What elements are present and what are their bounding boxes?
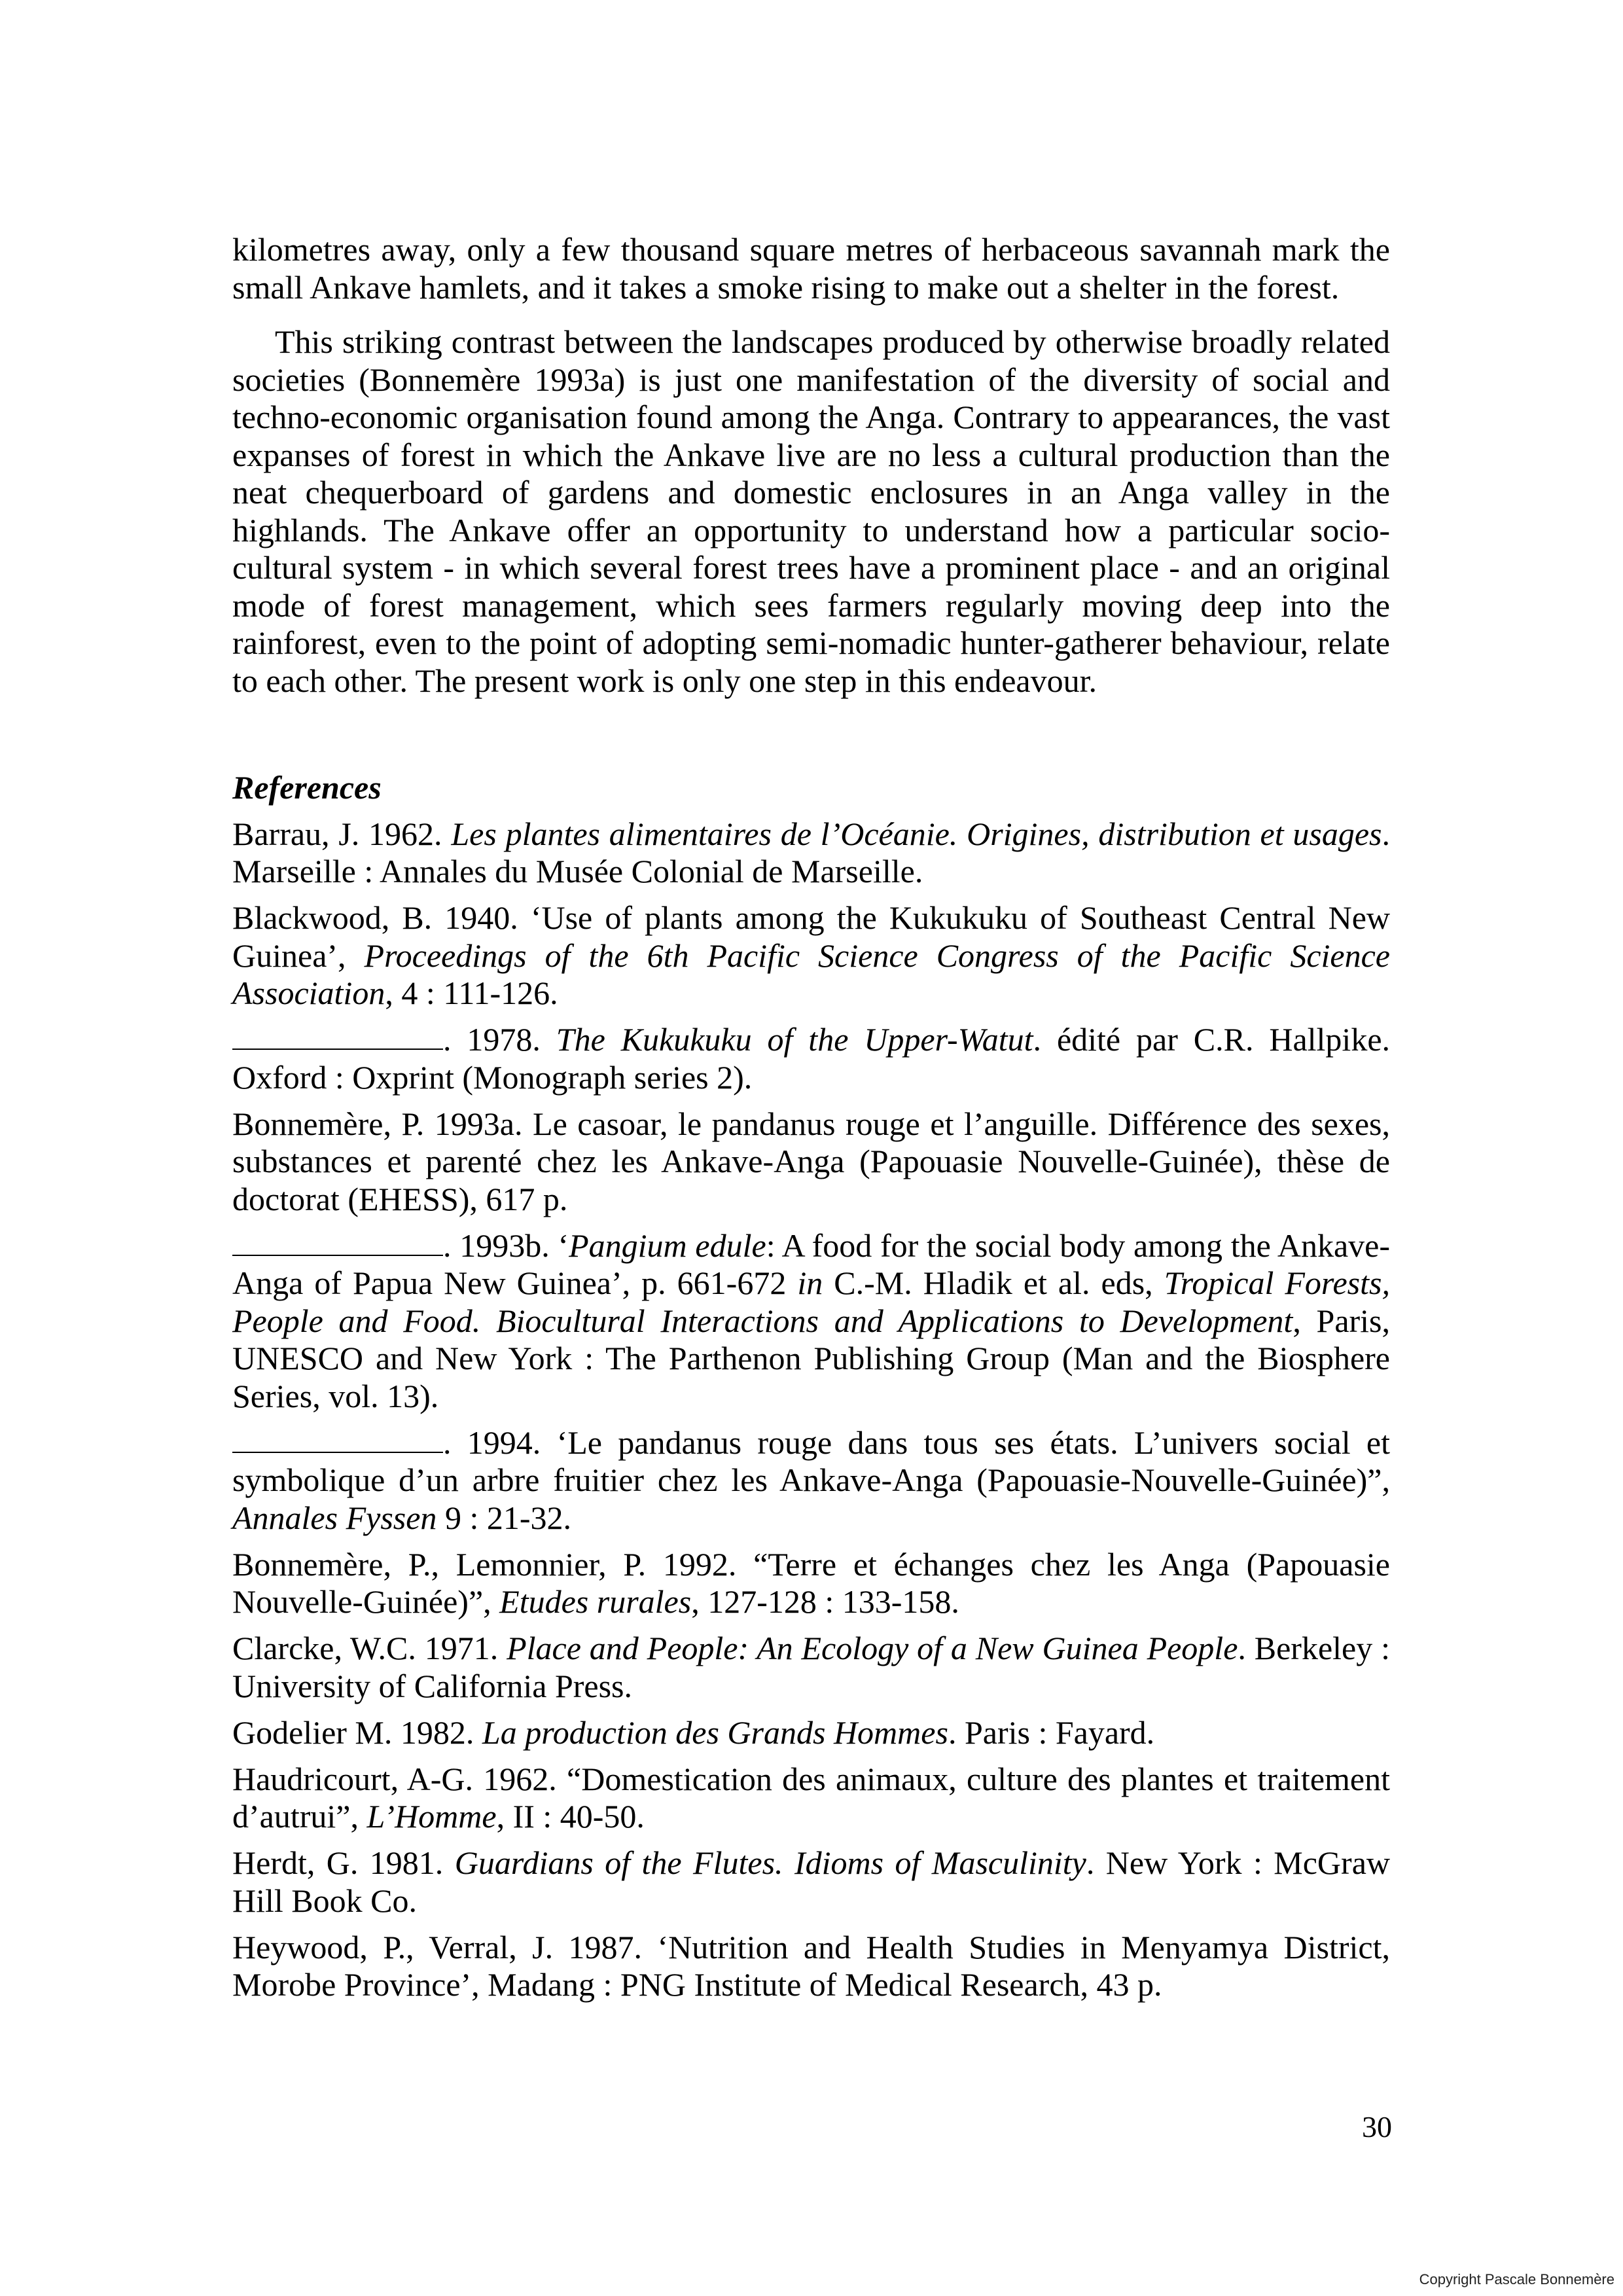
reference-text: , Paris, UNESCO and New York : The Parthenon Publishing Group (Man and the Biosphere Series, vol. 13). <box>232 1302 1391 1414</box>
reference-text: Bonnemère, P., Lemonnier, P. 1992. “Terre et échanges chez les Anga (Papouasie Nouvelle-Guinée)”, <box>232 1545 1390 1620</box>
reference-text: : A food for the social body among the Ankave-Anga of Papua New Guinea’, p. 661-672 <box>232 1227 1390 1301</box>
reference-title-italic: Les plantes alimentaires de l’Océanie. Origines, distribution et usages <box>451 815 1382 852</box>
reference-text: Bonnemère, P. 1993a. Le casoar, le pandanus rouge et l’anguille. Différence des sexes, substances et parenté chez les Ankave-Anga (Papouasie Nouvelle-Guinée), thèse de doctorat (EHESS), 617 p. <box>232 1105 1390 1217</box>
reference-entry <box>232 1714 1390 1752</box>
reference-text: . 1994. ‘Le pandanus rouge dans tous ses états. L’univers social et symbolique d’un arbre fruitier chez les Ankave-Anga (Papouasie-Nouvelle-Guinée)”, <box>232 1424 1390 1498</box>
reference-text: Godelier M. 1982. <box>232 1713 482 1751</box>
reference-entry <box>232 1844 1390 1920</box>
reference-text: . 1993b. ‘ <box>443 1227 569 1264</box>
reference-title-italic: Pangium edule <box>569 1227 766 1264</box>
reference-text: Blackwood, B. 1940. ‘Use of plants among the Kukukuku of Southeast Central New Guinea’, <box>232 899 1390 974</box>
reference-title-italic: La production des Grands Hommes <box>482 1713 948 1751</box>
page-number: 30 <box>1362 2110 1392 2144</box>
reference-text: . Paris : Fayard. <box>948 1713 1155 1751</box>
reference-entry <box>232 1227 1390 1416</box>
reference-title-italic: The Kukukuku of the Upper-Watut <box>556 1021 1033 1058</box>
reference-title-italic: Place and People: An Ecology of a New Guinea People <box>507 1630 1238 1666</box>
reference-entry <box>232 1630 1390 1705</box>
same-author-rule <box>232 1255 443 1256</box>
reference-text: C.-M. Hladik et al. eds, <box>823 1265 1164 1301</box>
reference-text: Haudricourt, A-G. 1962. “Domestication des animaux, culture des plantes et traitement d’autrui”, <box>232 1760 1390 1835</box>
reference-text: , 4 : 111-126. <box>385 975 558 1011</box>
reference-text: Herdt, G. 1981. <box>232 1844 455 1881</box>
reference-title-italic: Etudes rurales <box>499 1583 692 1620</box>
reference-title-italic: in <box>797 1265 823 1301</box>
reference-entry <box>232 1761 1390 1836</box>
same-author-rule <box>232 1452 443 1453</box>
reference-text: Barrau, J. 1962. <box>232 815 452 852</box>
reference-entry <box>232 1424 1390 1537</box>
body-paragraph-1: kilometres away, only a few thousand square metres of herbaceous savannah mark the small Ankave hamlets, and it takes a smoke rising to make out a shelter in the forest. <box>232 231 1390 306</box>
references-list <box>232 816 1390 2004</box>
reference-text: , II : 40-50. <box>496 1798 645 1835</box>
reference-entry <box>232 899 1390 1013</box>
reference-entry <box>232 1929 1390 2004</box>
reference-text: Clarcke, W.C. 1971. <box>232 1630 507 1666</box>
body-paragraph-2: This striking contrast between the landscapes produced by otherwise broadly related societies (Bonnemère 1993a) is just one manifestation of the diversity of social and techno-economic organisation found among the Anga. Contrary to appearances, the vast expanses of forest in which the Ankave live are no less a cultural production than the neat chequerboard of gardens and domestic enclosures in an Anga valley in the highlands. The Ankave offer an opportunity to understand how a particular socio-cultural system - in which several forest trees have a prominent place - and an original mode of forest management, which sees farmers regularly moving deep into the rainforest, even to the point of adopting semi-nomadic hunter-gatherer behaviour, relate to each other. The present work is only one step in this endeavour. <box>232 323 1390 699</box>
references-heading: References <box>232 769 382 806</box>
reference-text: 9 : 21-32. <box>437 1499 571 1536</box>
reference-text: Heywood, P., Verral, J. 1987. ‘Nutrition and Health Studies in Menyamya District, Morobe Province’, Madang : PNG Institute of Medical Research, 43 p. <box>232 1928 1390 2003</box>
reference-text: . édité par C.R. Hallpike. Oxford : Oxprint (Monograph series 2). <box>232 1021 1391 1096</box>
reference-text: . Berkeley : University of California Press. <box>232 1630 1390 1704</box>
reference-title-italic: Proceedings of the 6th Pacific Science Congress of the Pacific Science Association <box>232 937 1390 1011</box>
same-author-rule <box>232 1049 443 1050</box>
text-column <box>232 231 1390 2013</box>
reference-text: , 127-128 : 133-158. <box>691 1583 959 1620</box>
reference-entry <box>232 816 1390 891</box>
reference-title-italic: Tropical Forests, People and Food. Biocultural Interactions and Applications to Development <box>232 1265 1390 1339</box>
reference-text: . New York : McGraw Hill Book Co. <box>232 1844 1390 1919</box>
reference-title-italic: L’Homme <box>366 1798 497 1835</box>
reference-text: . 1978. <box>443 1021 556 1058</box>
reference-entry <box>232 1546 1390 1621</box>
reference-entry <box>232 1021 1390 1096</box>
reference-text: . Marseille : Annales du Musée Colonial de Marseille. <box>232 815 1390 889</box>
reference-entry <box>232 1105 1390 1219</box>
reference-title-italic: Guardians of the Flutes. Idioms of Masculinity <box>454 1844 1086 1881</box>
reference-title-italic: Annales Fyssen <box>232 1499 437 1536</box>
copyright-notice: Copyright Pascale Bonnemère <box>1419 2271 1614 2287</box>
